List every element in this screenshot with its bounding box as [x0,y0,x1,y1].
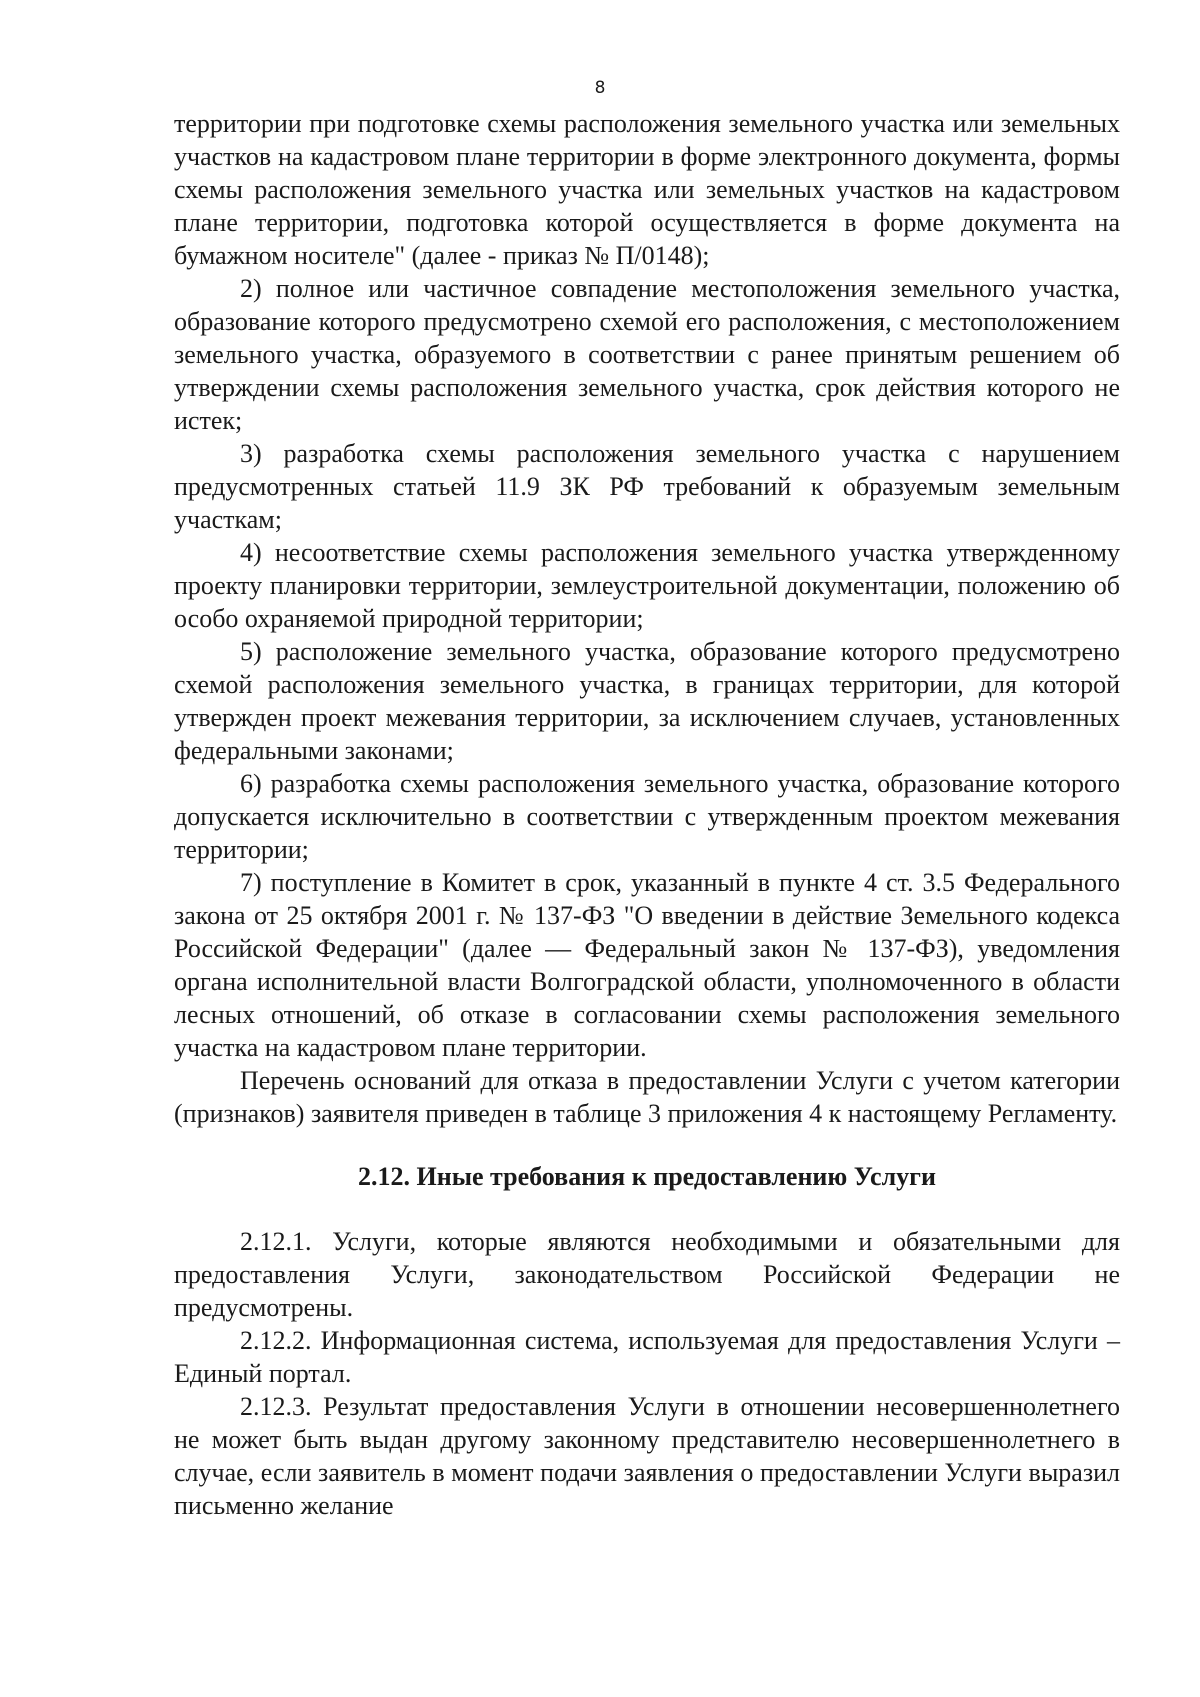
clause-2-12-3: 2.12.3. Результат предоставления Услуги в отношении несовершеннолетнего не может быть выдан другому законному представителю несовершеннолетнего в случае, если заявитель в момент подачи заявления о предоставлении Услуги выразил письменно желание [174,1392,1120,1520]
list-item-6: 6) разработка схемы расположения земельного участка, образование которого допускается исключительно в соответствии с утвержденным проектом межевания территории; [174,769,1120,864]
clause-2-12-2: 2.12.2. Информационная система, используемая для предоставления Услуги – Единый портал. [174,1326,1120,1388]
section-heading: 2.12. Иные требования к предоставлению Услуги [358,1162,936,1191]
list-item-4: 4) несоответствие схемы расположения земельного участка утвержденному проекту планировки территории, землеустроительной документации, положению об особо охраняемой природной территории; [174,538,1120,633]
list-item-2: 2) полное или частичное совпадение местоположения земельного участка, образование которого предусмотрено схемой его расположения, с местоположением земельного участка, образуемого в соответствии с ранее принятым решением об утверждении схемы расположения земельного участка, срок действия которого не истек; [174,274,1120,435]
clause-2-12-1: 2.12.1. Услуги, которые являются необходимыми и обязательными для предоставления Услуги, законодательством Российской Федерации не предусмотрены. [174,1227,1120,1322]
list-item-5: 5) расположение земельного участка, образование которого предусмотрено схемой расположения земельного участка, в границах территории, для которой утвержден проект межевания территории, за исключением случаев, установленных федеральными законами; [174,637,1120,765]
list-item-7: 7) поступление в Комитет в срок, указанный в пункте 4 ст. 3.5 Федерального закона от 25 октября 2001 г. № 137-ФЗ "О введении в действие Земельного кодекса Российской Федерации" (далее — Федеральный закон № 137-ФЗ), уведомления органа исполнительной власти Волгоградской области, уполномоченного в области лесных отношений, об отказе в согласовании схемы расположения земельного участка на кадастровом плане территории. [174,868,1120,1062]
page-number: 8 [594,78,606,98]
paragraph: территории при подготовке схемы расположения земельного участка или земельных участков на кадастровом плане территории в форме электронного документа, формы схемы расположения земельного участка или земельных участков на кадастровом плане территории, подготовка которой осуществляется в форме документа на бумажном носителе" (далее - приказ № П/0148); [174,109,1120,270]
list-item-3: 3) разработка схемы расположения земельного участка с нарушением предусмотренных статьей 11.9 ЗК РФ требований к образуемым земельным участкам; [174,439,1120,534]
paragraphs-after-heading [174,1225,1120,1522]
paragraphs-before-heading [174,107,1120,1130]
document-body [174,107,1120,1522]
paragraph-refusal-grounds: Перечень оснований для отказа в предоставлении Услуги с учетом категории (признаков) заявителя приведен в таблице 3 приложения 4 к настоящему Регламенту. [174,1066,1120,1128]
